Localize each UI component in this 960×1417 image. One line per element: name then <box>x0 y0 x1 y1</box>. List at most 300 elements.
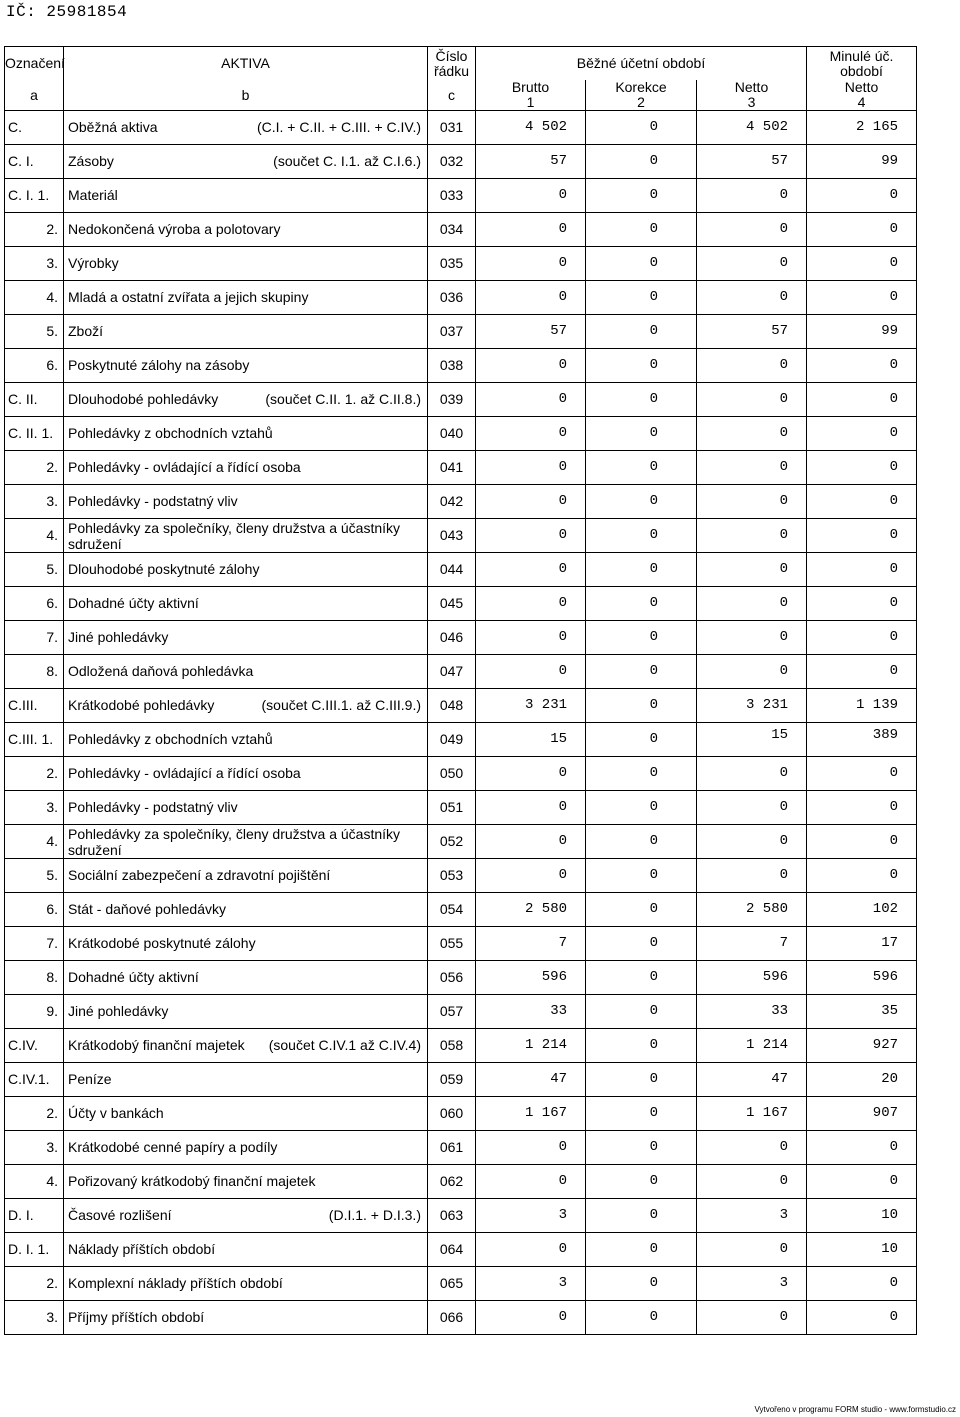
row-brutto-cell <box>476 1233 586 1267</box>
row-minule-value: 99 <box>881 323 899 339</box>
row-brutto-value: 57 <box>550 153 567 169</box>
row-cislo-radku: 056 <box>428 961 476 995</box>
row-netto-value: 3 231 <box>746 697 789 713</box>
row-brutto-cell <box>476 995 586 1029</box>
row-nazev <box>64 587 428 621</box>
table-row <box>5 553 917 587</box>
row-korekce-cell <box>586 383 697 417</box>
row-cislo-radku: 061 <box>428 1131 476 1165</box>
row-netto-value: 47 <box>771 1071 789 1087</box>
row-cislo-radku: 055 <box>428 927 476 961</box>
row-nazev-text: Dohadné účty aktivní <box>68 969 199 985</box>
row-minule-value: 0 <box>889 765 899 781</box>
row-nazev-text: Materiál <box>68 187 118 203</box>
row-brutto-value: 0 <box>558 1139 567 1155</box>
table-row <box>5 383 917 417</box>
row-suma-text: (C.I. + C.II. + C.III. + C.IV.) <box>256 119 421 135</box>
header-korekce-num: 2 <box>637 94 645 110</box>
row-nazev-text: Mladá a ostatní zvířata a jejich skupiny <box>68 289 309 305</box>
row-minule-cell <box>807 281 917 315</box>
row-brutto-cell <box>476 961 586 995</box>
row-brutto-cell <box>476 383 586 417</box>
row-korekce-value: 0 <box>649 459 658 475</box>
row-nazev-text: Pohledávky - ovládající a řídící osoba <box>68 765 301 781</box>
row-oznaceni: 4. <box>5 281 64 315</box>
row-oznaceni: C.III. <box>5 689 64 723</box>
row-minule-cell <box>807 553 917 587</box>
row-minule-value: 0 <box>889 1275 899 1291</box>
row-nazev <box>64 723 428 757</box>
table-row <box>5 1097 917 1131</box>
row-netto-value: 7 <box>779 935 789 951</box>
row-minule-cell <box>807 383 917 417</box>
row-minule-value: 0 <box>889 595 899 611</box>
row-brutto-cell <box>476 315 586 349</box>
row-minule-value: 0 <box>889 1173 899 1189</box>
row-minule-value: 0 <box>889 459 899 475</box>
row-netto-cell <box>697 1097 807 1131</box>
row-cislo-radku: 058 <box>428 1029 476 1063</box>
row-nazev-text: Odložená daňová pohledávka <box>68 663 254 679</box>
row-korekce-value: 0 <box>649 1173 658 1189</box>
row-korekce-value: 0 <box>649 731 658 747</box>
row-minule-cell <box>807 1165 917 1199</box>
row-nazev-wrap <box>68 1276 427 1291</box>
row-nazev-wrap <box>68 936 427 951</box>
row-oznaceni: 3. <box>5 1131 64 1165</box>
header-row-1 <box>5 47 917 81</box>
row-brutto-cell <box>476 893 586 927</box>
row-brutto-cell <box>476 1165 586 1199</box>
row-minule-cell <box>807 1097 917 1131</box>
row-oznaceni: 6. <box>5 349 64 383</box>
row-cislo-radku: 051 <box>428 791 476 825</box>
row-minule-value: 0 <box>889 663 899 679</box>
header-bezne-obdobi: Běžné účetní období <box>476 47 807 81</box>
row-minule-value: 0 <box>889 425 899 441</box>
row-nazev-wrap <box>68 1208 427 1223</box>
row-nazev-wrap <box>68 1140 427 1155</box>
row-nazev-wrap <box>68 732 427 747</box>
row-netto-value: 0 <box>779 391 789 407</box>
table-row <box>5 179 917 213</box>
row-cislo-radku: 062 <box>428 1165 476 1199</box>
row-cislo-radku: 040 <box>428 417 476 451</box>
row-brutto-value: 7 <box>558 935 567 951</box>
row-cislo-radku: 064 <box>428 1233 476 1267</box>
row-cislo-radku: 059 <box>428 1063 476 1097</box>
row-brutto-value: 0 <box>558 1309 567 1325</box>
row-nazev <box>64 179 428 213</box>
row-minule-cell <box>807 349 917 383</box>
row-suma-text: (součet C.III.1. až C.III.9.) <box>261 697 421 713</box>
header-korekce-label: Korekce <box>615 79 667 95</box>
row-suma-text: (součet C.II. 1. až C.II.8.) <box>265 391 421 407</box>
row-oznaceni: 2. <box>5 1097 64 1131</box>
row-nazev-wrap <box>68 970 427 985</box>
row-netto-cell <box>697 145 807 179</box>
table-row <box>5 1233 917 1267</box>
row-oznaceni: 4. <box>5 825 64 859</box>
row-netto-value: 0 <box>779 1309 789 1325</box>
row-korekce-value: 0 <box>649 799 658 815</box>
row-cislo-radku: 054 <box>428 893 476 927</box>
row-minule-cell <box>807 621 917 655</box>
row-nazev-wrap <box>68 596 427 611</box>
row-cislo-radku: 033 <box>428 179 476 213</box>
table-row <box>5 1199 917 1233</box>
row-korekce-cell <box>586 451 697 485</box>
row-brutto-cell <box>476 247 586 281</box>
row-brutto-cell <box>476 621 586 655</box>
header-row-2 <box>5 80 917 111</box>
row-nazev <box>64 213 428 247</box>
row-nazev-text: Krátkodobé poskytnuté zálohy <box>68 935 256 951</box>
row-minule-value: 389 <box>872 727 899 743</box>
row-netto-value: 57 <box>771 323 789 339</box>
table-row <box>5 247 917 281</box>
header-brutto-num: 1 <box>526 94 535 110</box>
table-row <box>5 859 917 893</box>
row-nazev-wrap <box>68 868 427 883</box>
row-brutto-value: 0 <box>558 765 567 781</box>
row-korekce-value: 0 <box>649 867 658 883</box>
row-nazev-wrap <box>68 1004 427 1019</box>
row-cislo-radku: 036 <box>428 281 476 315</box>
row-nazev <box>64 655 428 689</box>
row-netto-cell <box>697 349 807 383</box>
row-korekce-cell <box>586 791 697 825</box>
row-brutto-cell <box>476 281 586 315</box>
row-brutto-value: 4 502 <box>524 119 567 135</box>
row-korekce-value: 0 <box>649 901 658 917</box>
row-oznaceni: 8. <box>5 655 64 689</box>
row-oznaceni: 4. <box>5 519 64 553</box>
row-brutto-value: 0 <box>558 561 567 577</box>
row-nazev-wrap <box>68 392 427 407</box>
row-korekce-value: 0 <box>649 187 658 203</box>
row-nazev <box>64 553 428 587</box>
row-brutto-value: 0 <box>558 459 567 475</box>
row-minule-value: 0 <box>889 221 899 237</box>
row-nazev-wrap <box>68 826 427 858</box>
row-netto-value: 0 <box>779 765 789 781</box>
row-minule-value: 0 <box>889 833 899 849</box>
row-brutto-value: 0 <box>558 1173 567 1189</box>
row-brutto-cell <box>476 757 586 791</box>
company-id: IČ: 25981854 <box>6 3 128 21</box>
row-brutto-cell <box>476 519 586 553</box>
row-nazev <box>64 1097 428 1131</box>
row-oznaceni: 6. <box>5 893 64 927</box>
row-cislo-radku: 046 <box>428 621 476 655</box>
row-netto-cell <box>697 995 807 1029</box>
row-netto-cell <box>697 1063 807 1097</box>
row-brutto-value: 0 <box>558 357 567 373</box>
row-minule-cell <box>807 417 917 451</box>
row-nazev-wrap <box>68 256 427 271</box>
row-oznaceni: C. I. 1. <box>5 179 64 213</box>
row-nazev-text: Zboží <box>68 323 104 339</box>
row-netto-cell <box>697 111 807 145</box>
row-netto-value: 0 <box>779 629 789 645</box>
row-nazev <box>64 1165 428 1199</box>
row-netto-value: 0 <box>779 357 789 373</box>
row-korekce-cell <box>586 859 697 893</box>
row-nazev-wrap <box>68 494 427 509</box>
row-korekce-cell <box>586 927 697 961</box>
table-row <box>5 145 917 179</box>
row-korekce-cell <box>586 995 697 1029</box>
row-brutto-cell <box>476 587 586 621</box>
row-netto-cell <box>697 315 807 349</box>
row-korekce-value: 0 <box>649 969 658 985</box>
table-row <box>5 893 917 927</box>
row-brutto-cell <box>476 689 586 723</box>
row-minule-cell <box>807 1199 917 1233</box>
row-minule-cell <box>807 519 917 553</box>
header-netto-minule-num: 4 <box>857 94 866 110</box>
row-netto-value: 0 <box>779 595 789 611</box>
row-minule-cell <box>807 859 917 893</box>
row-netto-value: 0 <box>779 221 789 237</box>
table-row <box>5 451 917 485</box>
row-cislo-radku: 063 <box>428 1199 476 1233</box>
row-nazev-text: Nedokončená výroba a polotovary <box>68 221 281 237</box>
row-korekce-cell <box>586 757 697 791</box>
row-minule-value: 17 <box>881 935 899 951</box>
row-oznaceni: 9. <box>5 995 64 1029</box>
row-korekce-value: 0 <box>649 1037 658 1053</box>
row-nazev <box>64 1267 428 1301</box>
row-nazev-text: Sociální zabezpečení a zdravotní pojištění <box>68 867 331 883</box>
row-brutto-cell <box>476 723 586 757</box>
header-cislo: Číslo <box>435 47 468 64</box>
row-oznaceni: C. I. <box>5 145 64 179</box>
row-nazev-wrap <box>68 664 427 679</box>
header-brutto-label: Brutto <box>511 79 550 95</box>
row-nazev <box>64 757 428 791</box>
row-nazev <box>64 451 428 485</box>
row-nazev-wrap <box>68 520 427 552</box>
row-minule-cell <box>807 1131 917 1165</box>
row-brutto-cell <box>476 451 586 485</box>
header-netto-label: Netto <box>734 79 769 95</box>
row-minule-cell <box>807 825 917 859</box>
row-nazev-text: Pohledávky - ovládající a řídící osoba <box>68 459 301 475</box>
row-cislo-radku: 057 <box>428 995 476 1029</box>
row-korekce-value: 0 <box>649 697 658 713</box>
row-netto-value: 57 <box>771 153 789 169</box>
row-nazev-text: Krátkodobé cenné papíry a podíly <box>68 1139 278 1155</box>
header-netto <box>697 80 807 111</box>
table-row <box>5 111 917 145</box>
row-brutto-cell <box>476 825 586 859</box>
row-netto-value: 0 <box>779 663 789 679</box>
row-nazev-wrap <box>68 426 427 441</box>
row-netto-cell <box>697 961 807 995</box>
row-brutto-cell <box>476 655 586 689</box>
row-korekce-cell <box>586 1199 697 1233</box>
row-netto-value: 596 <box>762 969 789 985</box>
table-row <box>5 519 917 553</box>
row-nazev-wrap <box>68 1310 427 1325</box>
row-minule-value: 0 <box>889 493 899 509</box>
table-row <box>5 417 917 451</box>
row-nazev-text: Dlouhodobé pohledávky <box>68 391 219 407</box>
row-brutto-value: 1 214 <box>524 1037 567 1053</box>
row-minule-value: 0 <box>889 867 899 883</box>
row-brutto-cell <box>476 553 586 587</box>
row-suma-text: (součet C. I.1. až C.I.6.) <box>273 153 421 169</box>
row-korekce-cell <box>586 417 697 451</box>
row-minule-value: 20 <box>881 1071 899 1087</box>
row-nazev-wrap <box>68 800 427 815</box>
table-row <box>5 281 917 315</box>
row-oznaceni: D. I. 1. <box>5 1233 64 1267</box>
row-brutto-value: 0 <box>558 425 567 441</box>
row-minule-cell <box>807 485 917 519</box>
row-korekce-value: 0 <box>649 1139 658 1155</box>
row-korekce-value: 0 <box>649 561 658 577</box>
row-korekce-cell <box>586 247 697 281</box>
row-brutto-cell <box>476 1267 586 1301</box>
row-oznaceni: C. II. <box>5 383 64 417</box>
row-korekce-cell <box>586 1097 697 1131</box>
row-netto-cell <box>697 451 807 485</box>
row-korekce-cell <box>586 723 697 757</box>
row-oznaceni: C.III. 1. <box>5 723 64 757</box>
row-korekce-value: 0 <box>649 323 658 339</box>
row-nazev-wrap <box>68 1174 427 1189</box>
row-korekce-value: 0 <box>649 391 658 407</box>
row-brutto-cell <box>476 1199 586 1233</box>
row-brutto-cell <box>476 213 586 247</box>
row-korekce-value: 0 <box>649 935 658 951</box>
row-netto-value: 0 <box>779 459 789 475</box>
row-nazev <box>64 893 428 927</box>
row-cislo-radku: 060 <box>428 1097 476 1131</box>
row-minule-cell <box>807 757 917 791</box>
row-netto-cell <box>697 1029 807 1063</box>
row-nazev-wrap <box>68 324 427 339</box>
row-brutto-value: 0 <box>558 391 567 407</box>
row-korekce-cell <box>586 655 697 689</box>
row-korekce-value: 0 <box>649 357 658 373</box>
row-netto-cell <box>697 1267 807 1301</box>
row-oznaceni: 7. <box>5 927 64 961</box>
row-netto-cell <box>697 417 807 451</box>
row-brutto-value: 3 <box>558 1207 567 1223</box>
header-netto-minule <box>807 80 917 111</box>
row-korekce-value: 0 <box>649 221 658 237</box>
row-netto-value: 2 580 <box>746 901 789 917</box>
row-oznaceni: 2. <box>5 1267 64 1301</box>
row-korekce-value: 0 <box>649 629 658 645</box>
row-cislo-radku: 034 <box>428 213 476 247</box>
row-nazev-text: Pohledávky za společníky, členy družstva a účastníky sdružení <box>68 825 401 858</box>
table-row <box>5 1301 917 1335</box>
row-netto-cell <box>697 281 807 315</box>
row-nazev-text: Pohledávky - podstatný vliv <box>68 493 238 509</box>
row-cislo-radku: 049 <box>428 723 476 757</box>
row-minule-cell <box>807 995 917 1029</box>
row-nazev-wrap <box>68 698 427 713</box>
row-netto-value: 3 <box>779 1275 789 1291</box>
row-netto-cell <box>697 179 807 213</box>
row-korekce-value: 0 <box>649 289 658 305</box>
row-nazev-text: Komplexní náklady příštích období <box>68 1275 283 1291</box>
row-netto-cell <box>697 655 807 689</box>
footer-credit: Vytvořeno v programu FORM studio - www.formstudio.cz <box>754 1405 956 1414</box>
row-nazev-text: Pohledávky - podstatný vliv <box>68 799 238 815</box>
row-nazev <box>64 1301 428 1335</box>
row-minule-cell <box>807 1233 917 1267</box>
row-minule-value: 35 <box>881 1003 899 1019</box>
row-minule-value: 0 <box>889 1139 899 1155</box>
row-oznaceni: 3. <box>5 791 64 825</box>
header-col-c: c <box>428 80 476 111</box>
row-netto-cell <box>697 791 807 825</box>
row-nazev <box>64 1131 428 1165</box>
row-brutto-value: 33 <box>550 1003 567 1019</box>
row-brutto-value: 0 <box>558 527 567 543</box>
table-row <box>5 655 917 689</box>
row-korekce-cell <box>586 1131 697 1165</box>
row-korekce-cell <box>586 145 697 179</box>
row-netto-value: 0 <box>779 561 789 577</box>
row-netto-value: 0 <box>779 799 789 815</box>
row-korekce-value: 0 <box>649 1071 658 1087</box>
row-nazev-wrap <box>68 460 427 475</box>
row-nazev-text: Dlouhodobé poskytnuté zálohy <box>68 561 260 577</box>
row-korekce-cell <box>586 1029 697 1063</box>
header-radku: řádku <box>433 62 470 79</box>
row-korekce-value: 0 <box>649 255 658 271</box>
row-nazev <box>64 111 428 145</box>
row-korekce-value: 0 <box>649 595 658 611</box>
row-minule-value: 0 <box>889 391 899 407</box>
row-minule-cell <box>807 451 917 485</box>
row-minule-cell <box>807 179 917 213</box>
row-brutto-cell <box>476 111 586 145</box>
row-netto-value: 0 <box>779 1173 789 1189</box>
row-nazev-text: Pohledávky z obchodních vztahů <box>68 425 273 441</box>
row-netto-cell <box>697 757 807 791</box>
row-nazev <box>64 1063 428 1097</box>
row-minule-value: 0 <box>889 561 899 577</box>
row-nazev <box>64 315 428 349</box>
row-korekce-value: 0 <box>649 1309 658 1325</box>
row-nazev-text: Výrobky <box>68 255 119 271</box>
header-col-a: a <box>5 80 64 111</box>
row-oznaceni: 2. <box>5 757 64 791</box>
row-nazev <box>64 1233 428 1267</box>
row-korekce-cell <box>586 1233 697 1267</box>
table-row <box>5 825 917 859</box>
row-cislo-radku: 048 <box>428 689 476 723</box>
row-cislo-radku: 039 <box>428 383 476 417</box>
row-netto-cell <box>697 587 807 621</box>
row-minule-cell <box>807 145 917 179</box>
row-minule-value: 10 <box>881 1207 899 1223</box>
table-row <box>5 349 917 383</box>
row-netto-value: 15 <box>771 727 789 743</box>
row-netto-value: 0 <box>779 527 789 543</box>
row-minule-value: 0 <box>889 527 899 543</box>
row-netto-cell <box>697 927 807 961</box>
row-nazev-text: Jiné pohledávky <box>68 1003 169 1019</box>
